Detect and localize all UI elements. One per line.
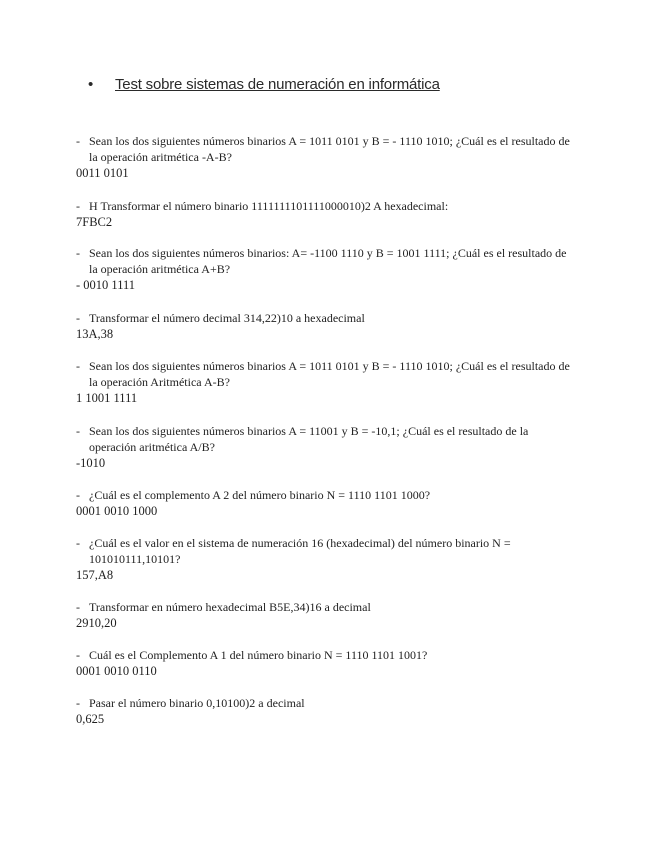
answer-text: 13A,38: [76, 327, 114, 341]
question-text: Sean los dos siguientes números binarios A = 1011 0101 y B = - 1110 1010; ¿Cuál es el resultado de la operación aritmética -A-B?: [89, 134, 570, 164]
question-text: ¿Cuál es el valor en el sistema de numeración 16 (hexadecimal) del número binario N = 101010111,10101?: [89, 536, 511, 566]
answer-text: -1010: [76, 456, 106, 470]
dash-marker: -: [76, 134, 80, 148]
question-item: [76, 647, 576, 679]
question-item: [76, 599, 576, 631]
dash-marker: -: [76, 199, 80, 213]
question-item: [76, 535, 576, 583]
answer-text: 0,625: [76, 712, 105, 726]
answer-text: 7FBC2: [76, 215, 113, 229]
document-title: Test sobre sistemas de numeración en informática: [115, 76, 440, 93]
dash-marker: -: [76, 600, 80, 614]
question-text-block: [76, 487, 576, 503]
answer-text: 157,A8: [76, 568, 114, 582]
dash-marker: -: [76, 246, 80, 260]
question-text: Sean los dos siguientes números binarios A = 1011 0101 y B = - 1110 1010; ¿Cuál es el resultado de la operación Aritmética A-B?: [89, 359, 570, 389]
question-text-block: [76, 245, 576, 277]
answer-text: 0001 0010 0110: [76, 664, 157, 678]
question-text: Sean los dos siguientes números binarios A = 11001 y B = -10,1; ¿Cuál es el resultado de la operación aritmética A/B?: [89, 424, 529, 454]
question-item: [76, 423, 576, 471]
question-text-block: [76, 310, 576, 326]
dash-marker: -: [76, 696, 80, 710]
question-text: Cuál es el Complemento A 1 del número binario N = 1110 1101 1001?: [89, 648, 428, 662]
question-item: [76, 487, 576, 519]
question-item: [76, 245, 576, 293]
dash-marker: -: [76, 648, 80, 662]
question-text-block: [76, 695, 576, 711]
question-text: Transformar el número decimal 314,22)10 a hexadecimal: [89, 311, 365, 325]
question-text: ¿Cuál es el complemento A 2 del número binario N = 1110 1101 1000?: [89, 488, 431, 502]
question-text-block: [76, 358, 576, 390]
question-text-block: [76, 647, 576, 663]
question-text-block: [76, 133, 576, 165]
dash-marker: -: [76, 536, 80, 550]
heading-bullet: •: [88, 76, 94, 93]
question-text-block: [76, 198, 576, 214]
answer-text: - 0010 1111: [76, 278, 136, 292]
question-item: [76, 198, 576, 230]
question-item: [76, 358, 576, 406]
dash-marker: -: [76, 424, 80, 438]
question-item: [76, 310, 576, 342]
question-text: Sean los dos siguientes números binarios: A= -1100 1110 y B = 1001 1111; ¿Cuál es el resultado de la operación aritmética A+B?: [89, 246, 567, 276]
question-text-block: [76, 535, 576, 567]
question-text: Transformar en número hexadecimal B5E,34)16 a decimal: [89, 600, 371, 614]
question-item: [76, 695, 576, 727]
question-text-block: [76, 599, 576, 615]
question-text: Pasar el número binario 0,10100)2 a decimal: [89, 696, 305, 710]
dash-marker: -: [76, 359, 80, 373]
answer-text: 0011 0101: [76, 166, 129, 180]
question-text: H Transformar el número binario 1111111101111000010)2 A hexadecimal:: [89, 199, 449, 213]
dash-marker: -: [76, 311, 80, 325]
dash-marker: -: [76, 488, 80, 502]
answer-text: 2910,20: [76, 616, 117, 630]
question-text-block: [76, 423, 576, 455]
question-item: [76, 133, 576, 181]
answer-text: 0001 0010 1000: [76, 504, 158, 518]
answer-text: 1 1001 1111: [76, 391, 138, 405]
